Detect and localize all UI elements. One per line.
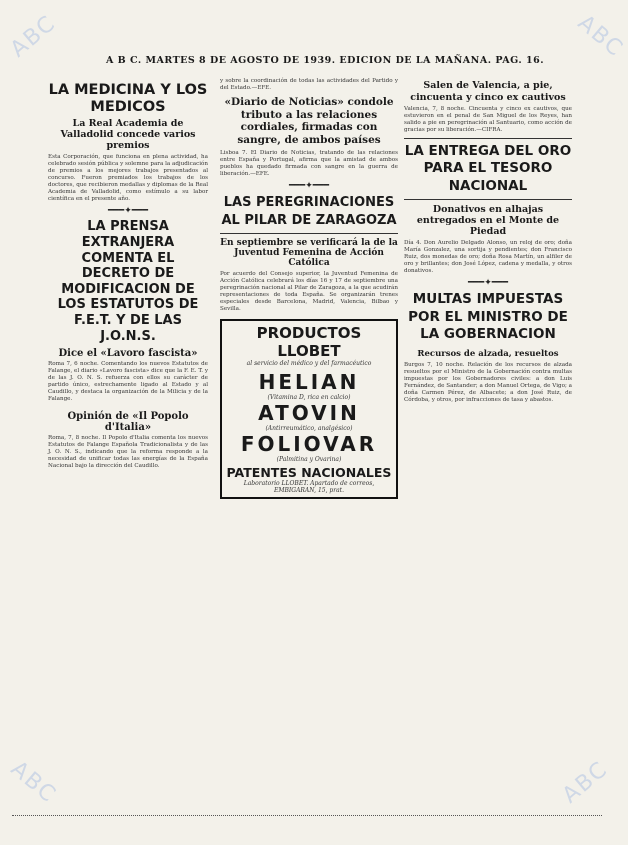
article-body: Valencia, 7, 8 noche. Cincuenta y cinco ex cautivos, que estuvieron en el penal de San Miguel de los Reyes, han salido a pie en peregrinación al Santuario, como acción de gracias por su liberación.—CIFRA. [404, 105, 572, 133]
headline: LA PRENSA EXTRANJERA COMENTA EL DECRETO DE MODIFICACION DE LOS ESTATUTOS DE F.E.T. Y DE LAS J.O.N.S. [57, 219, 199, 344]
column-1 [48, 78, 208, 470]
ad-product: HELIAN [258, 370, 360, 395]
headline: LAS PEREGRINACIONES AL PILAR DE ZARAGOZA [221, 195, 397, 228]
headline: Salen de Valencia, a pie, cincuenta y cinco ex cautivos [410, 80, 566, 103]
rule [404, 138, 572, 139]
article-body: Día 4. Don Aurelio Delgado Alonso, un reloj de oro; doña María Gonzalez, una sortija y pendientes; don Francisco Ruiz, dos monedas de oro; doña Rosa Martín, un alfiler de oro y brillantes; don José López, cadena y medalla, y otros donativos. [404, 240, 572, 275]
headline: «Diario de Noticias» condole tributo a las relaciones cordiales, firmadas con sangre, de ambos países [224, 96, 394, 146]
watermark: ABC [5, 756, 62, 809]
subheadline: Dice el «Lavoro fascista» [58, 348, 198, 360]
advertisement [220, 319, 398, 499]
subheadline: La Real Academia de Valladolid concede varios premios [60, 118, 196, 152]
article-body: Roma 7, 6 noche. Comentando los nuevos Estatutos de Falange, el diario «Lavoro fascista» dice que la F. E. T. y de las J. O. N. S. refuerza con ellos su carácter de partido único, estrechamente ligado al Estado y al Caudillo, y destaca la organización de la Milicia y de la Falange. [48, 361, 208, 403]
article-body: Por acuerdo del Consejo superior, la Juventud Femenina de Acción Católica celebrará los días 16 y 17 de septiembre una peregrinación nacional al Pilar de Zaragoza, a la que acudirán representaciones de toda España. Se organizarán trenes especiales desde Barcelona, Madrid, Valencia, Bilbao y Sevilla. [220, 271, 398, 313]
ornament-divider: ━━━✦━━━ [467, 278, 509, 289]
article-body: Roma, 7, 8 noche. Il Popolo d'Italia comenta los nuevos Estatutos de Falange Española Tradicionalista y de las J. O. N. S., indicando que la reforma responde a la necesidad de unificar todas las energías de la España Nacional bajo la dirección del Caudillo. [48, 435, 208, 470]
headline: MULTAS IMPUESTAS POR EL MINISTRO DE LA GOBERNACION [408, 291, 568, 343]
ad-text: (Antirreumático, analgésico) [265, 425, 353, 433]
column-3 [404, 78, 572, 404]
ad-text: (Vitamina D, rica en calcio) [267, 394, 351, 402]
headline: LA MEDICINA Y LOS MEDICOS [48, 82, 208, 115]
rule [404, 199, 572, 200]
subheadline: Recursos de alzada, resueltos [417, 349, 559, 360]
article-body: Burgos 7, 10 noche. Relación de los recursos de alzada resueltos por el Ministro de la Gobernación contra multas impuestas por los Gobernadores civiles: a don Luis Fernández, de Santander; a don Manuel Ortega, de Vigo; a doña Carmen Pérez, de Albacete; a don José Ruiz, de Córdoba, y otros, por infracciones de tasa y abastos. [404, 362, 572, 404]
article-body: y sobre la coordinación de todas las actividades del Partido y del Estado.—EFE. [220, 78, 398, 91]
watermark: ABC [557, 756, 614, 809]
ad-product: ATOVIN [258, 401, 360, 426]
article-body: Lisboa 7. El Diario de Noticias, tratando de las relaciones entre España y Portugal, afirma que la amistad de ambos pueblos ha quedado firmada con sangre en la guerra de liberación.—EFE. [220, 150, 398, 178]
ad-product: PATENTES NACIONALES [226, 465, 392, 481]
ornament-divider: ━━━✦━━━ [288, 181, 330, 192]
ad-title: PRODUCTOS LLOBET [256, 324, 362, 361]
article-body: Esta Corporación, que funciona en plena actividad, ha celebrado sesión pública y solemne para la adjudicación de premios a los mejores trabajos presentados al concurso. Fueron premiados los trabajos de los doctores, que recibieron medallas y diplomas de la Real Academia de Valladolid, como estímulo a su labor científica en el presente año. [48, 154, 208, 203]
subheadline: Donativos en alhajas entregados en el Monte de Piedad [416, 204, 560, 238]
page-footer-rule [12, 815, 602, 816]
rule [220, 233, 398, 234]
subheadline: En septiembre se verificará la de la Juventud Femenina de Acción Católica [220, 238, 398, 269]
subheadline: Opinión de «Il Popolo d'Italia» [67, 411, 189, 434]
ad-text: (Palmitina y Ovarina) [276, 456, 342, 464]
page-header: A B C. MARTES 8 DE AGOSTO DE 1939. EDICION DE LA MAÑANA. PAG. 16. [105, 55, 545, 66]
column-2 [220, 78, 398, 499]
ad-text: al servicio del médico y del farmacéutico [246, 360, 372, 368]
ornament-divider: ━━━✦━━━ [107, 206, 149, 217]
watermark: ABC [572, 10, 628, 63]
ad-text: Laboratorio LLOBET. Apartado de correos, EMBIGARAN, 15, prat. [243, 480, 375, 495]
watermark: ABC [5, 10, 62, 63]
headline: LA ENTREGA DEL ORO PARA EL TESORO NACIONAL [404, 142, 572, 194]
ad-product: FOLIOVAR [240, 432, 378, 457]
